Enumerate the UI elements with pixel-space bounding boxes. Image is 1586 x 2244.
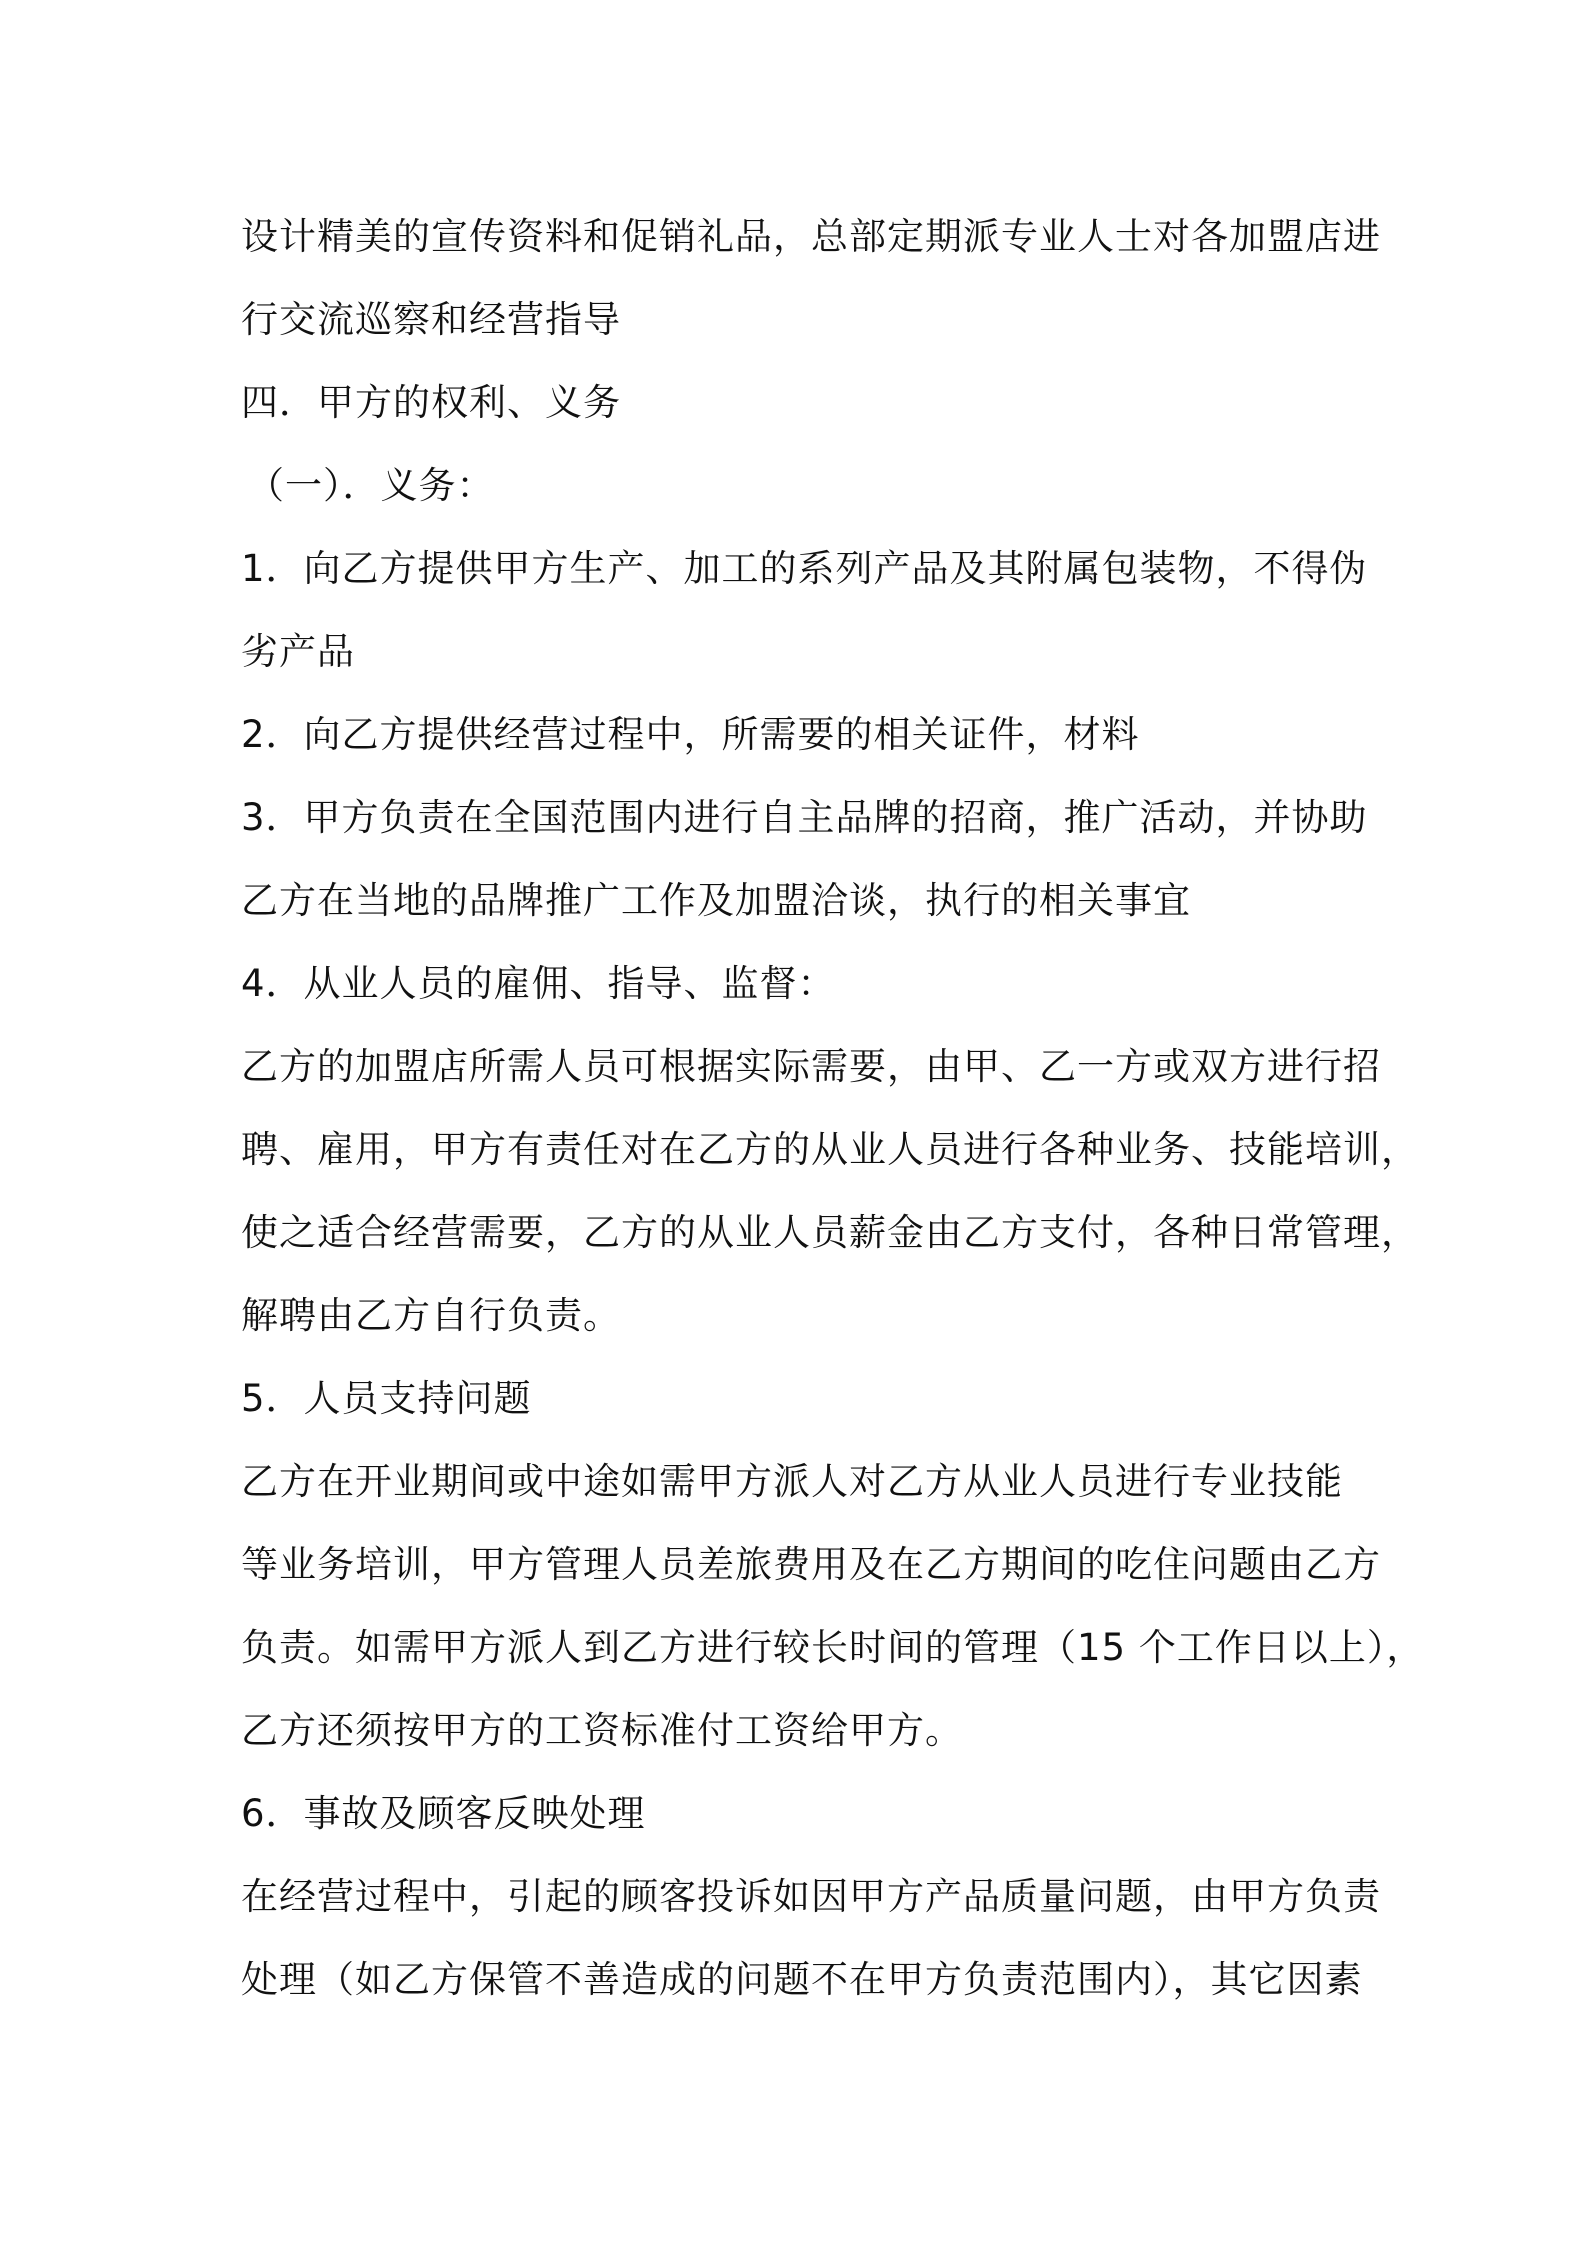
section-heading-4: 四．甲方的权利、义务 bbox=[241, 381, 621, 424]
document-body bbox=[241, 195, 1425, 2021]
text-line-item-5-body-1: 乙方在开业期间或中途如需甲方派人对乙方从业人员进行专业技能 bbox=[241, 1460, 1343, 1503]
text-line-item-5: 5．人员支持问题 bbox=[241, 1377, 532, 1420]
text-line-item-1: 1．向乙方提供甲方生产、加工的系列产品及其附属包装物，不得伪 bbox=[241, 547, 1368, 590]
text-line-item-6-body-1: 在经营过程中，引起的顾客投诉如因甲方产品质量问题，由甲方负责 bbox=[241, 1875, 1381, 1918]
text-line-item-6-body-2: 处理（如乙方保管不善造成的问题不在甲方负责范围内），其它因素 bbox=[241, 1958, 1363, 2001]
text-line-item-1-cont: 劣产品 bbox=[241, 630, 355, 673]
text-line-2: 行交流巡察和经营指导 bbox=[241, 298, 621, 341]
text-line-item-5-body-4: 乙方还须按甲方的工资标准付工资给甲方。 bbox=[241, 1709, 963, 1752]
text-line-item-6: 6．事故及顾客反映处理 bbox=[241, 1792, 646, 1835]
text-line-item-4: 4．从业人员的雇佣、指导、监督： bbox=[241, 962, 836, 1005]
text-line-item-2: 2．向乙方提供经营过程中，所需要的相关证件，材料 bbox=[241, 713, 1140, 756]
text-line-1: 设计精美的宣传资料和促销礼品，总部定期派专业人士对各加盟店进 bbox=[241, 215, 1381, 258]
text-line-item-4-body-4: 解聘由乙方自行负责。 bbox=[241, 1294, 621, 1337]
text-line-item-3: 3．甲方负责在全国范围内进行自主品牌的招商，推广活动，并协助 bbox=[241, 796, 1368, 839]
text-line-item-4-body-3: 使之适合经营需要，乙方的从业人员薪金由乙方支付，各种日常管理， bbox=[241, 1211, 1419, 1254]
text-line-item-5-body-3: 负责。如需甲方派人到乙方进行较长时间的管理（15 个工作日以上）， bbox=[241, 1626, 1425, 1669]
text-line-item-4-body-1: 乙方的加盟店所需人员可根据实际需要，由甲、乙一方或双方进行招 bbox=[241, 1045, 1381, 1088]
subsection-heading-obligations: （一）．义务： bbox=[247, 464, 495, 507]
text-line-item-3-cont: 乙方在当地的品牌推广工作及加盟洽谈，执行的相关事宜 bbox=[241, 879, 1191, 922]
text-line-item-4-body-2: 聘、雇用，甲方有责任对在乙方的从业人员进行各种业务、技能培训， bbox=[241, 1128, 1419, 1171]
text-line-item-5-body-2: 等业务培训，甲方管理人员差旅费用及在乙方期间的吃住问题由乙方 bbox=[241, 1543, 1381, 1586]
